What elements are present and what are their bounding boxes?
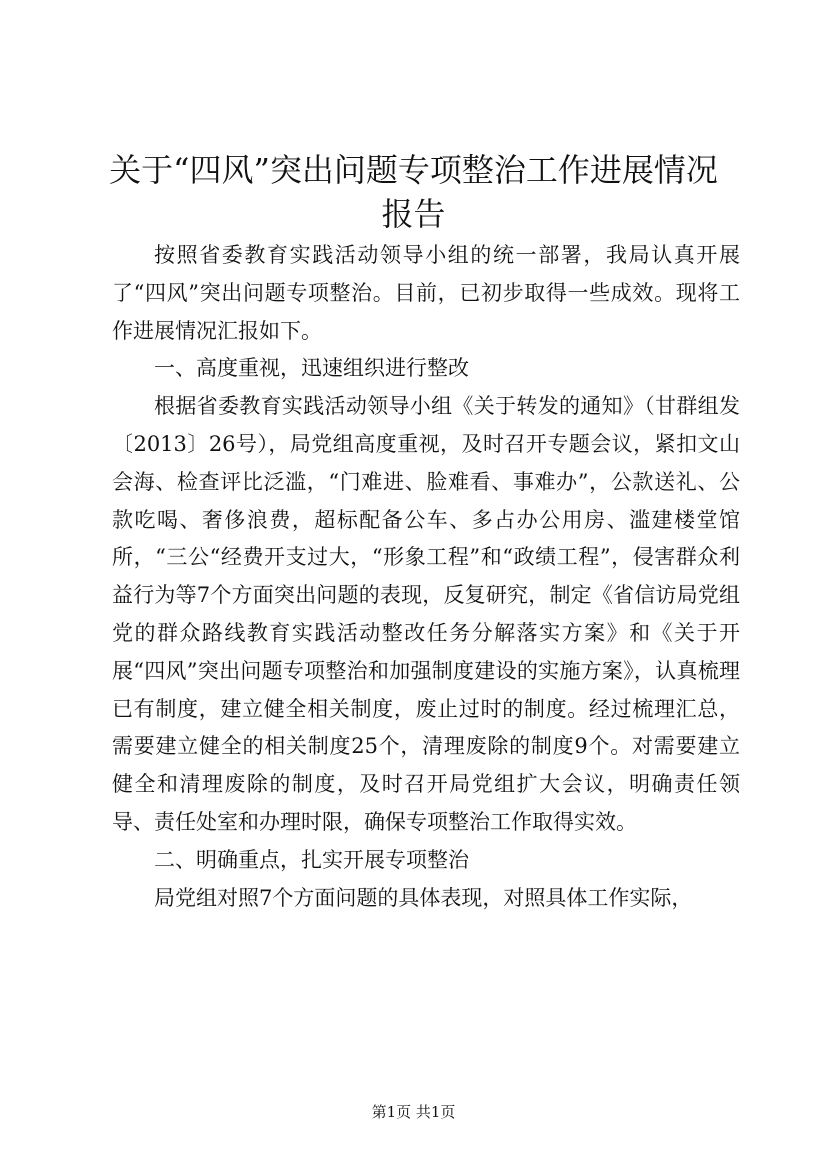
- body-paragraph: 根据省委教育实践活动领导小组《关于转发的通知》（甘群组发〔2013〕26号），局党组高度重视，及时召开专题会议，紧扣文山会海、检查评比泛滥，“门难进、脸难看、事难办”，公款送礼、公款吃喝、奢侈浪费，超标配备公车、多占办公用房、滥建楼堂馆所，“三公“经费开支过大，“形象工程”和“政绩工程”，侵害群众利益行为等7个方面突出问题的表现，反复研究，制定《省信访局党组党的群众路线教育实践活动整改任务分解落实方案》和《关于开展“四风”突出问题专项整治和加强制度建设的实施方案》，认真梳理已有制度，建立健全相关制度，废止过时的制度。经过梳理汇总，需要建立健全的相关制度25个，清理废除的制度9个。对需要建立健全和清理废除的制度，及时召开局党组扩大会议，明确责任领导、责任处室和办理时限，确保专项整治工作取得实效。: [112, 394, 740, 834]
- document-body: [112, 237, 740, 917]
- section-heading-1: 一、高度重视，迅速组织进行整改: [154, 356, 469, 381]
- intro-paragraph: 按照省委教育实践活动领导小组的统一部署，我局认真开展了“四风”突出问题专项整治。目前，已初步取得一些成效。现将工作进展情况汇报如下。: [112, 243, 740, 343]
- title-line-1: 关于“四风”突出问题专项整治工作进展情况: [109, 151, 718, 189]
- body-paragraph: 局党组对照7个方面问题的具体表现，对照具体工作实际，: [154, 885, 693, 910]
- title-line-2: 报告: [381, 195, 446, 233]
- section-heading-2: 二、明确重点，扎实开展专项整治: [154, 847, 469, 872]
- page-footer: 第1页 共1页: [371, 1103, 456, 1121]
- document-title: [100, 148, 727, 236]
